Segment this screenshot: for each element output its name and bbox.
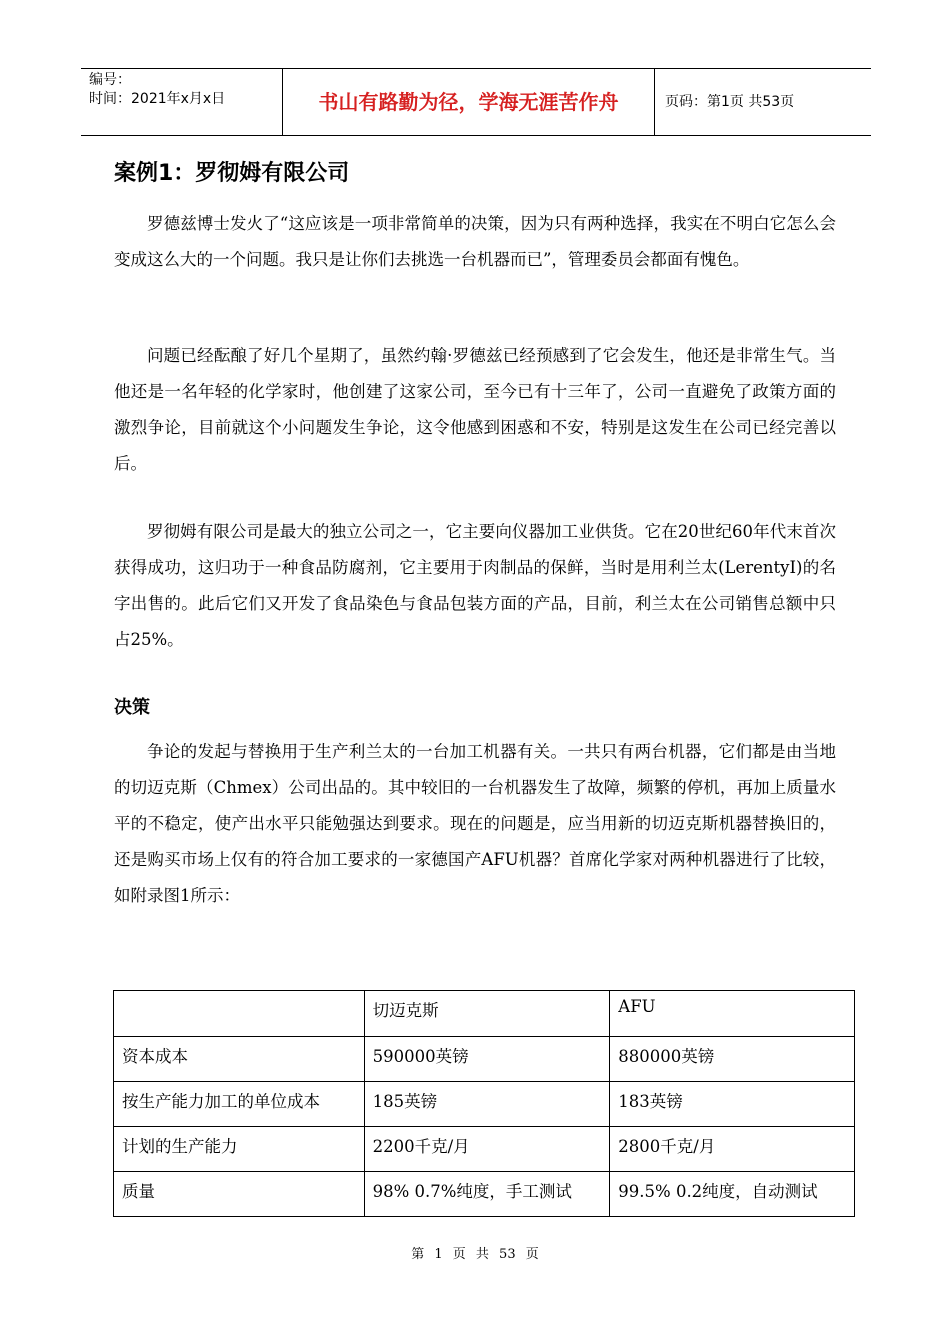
table-row [114, 1082, 855, 1127]
table-cell: 98% 0.7%纯度，手工测试 [364, 1172, 610, 1217]
paragraph-text: 罗彻姆有限公司是最大的独立公司之一，它主要向仪器加工业供货。它在20世纪60年代末首次获得成功，这归功于一种食品防腐剂，它主要用于肉制品的保鲜，当时是用利兰太(LerentyI)的名字出售的。此后它们又开发了食品染色与食品包装方面的产品，目前，利兰太在公司销售总额中只占25%。 [114, 522, 836, 649]
paragraph-text: 罗德兹博士发火了“这应该是一项非常简单的决策，因为只有两种选择，我实在不明白它怎么会变成这么大的一个问题。我只是让你们去挑选一台机器而已”，管理委员会都面有愧色。 [114, 214, 836, 269]
table-row [114, 1172, 855, 1217]
table-cell: 2200千克/月 [364, 1127, 610, 1172]
table-header-cell: AFU [610, 991, 855, 1037]
paragraph [114, 206, 836, 278]
table-cell: 183英镑 [610, 1082, 855, 1127]
case-title: 案例1：罗彻姆有限公司 [114, 161, 350, 186]
table-cell: 590000英镑 [364, 1037, 610, 1082]
table-cell: 计划的生产能力 [114, 1127, 365, 1172]
table-cell: 2800千克/月 [610, 1127, 855, 1172]
paragraph [114, 514, 836, 658]
paragraph [114, 734, 836, 914]
page-footer: 第 1 页 共 53 页 [411, 1247, 539, 1262]
paragraph-text: 问题已经酝酿了好几个星期了，虽然约翰·罗德兹已经预感到了它会发生，他还是非常生气。当他还是一名年轻的化学家时，他创建了这家公司，至今已有十三年了，公司一直避免了政策方面的激烈争论，目前就这个小问题发生争论，这令他感到困惑和不安，特别是这发生在公司已经完善以后。 [114, 346, 836, 473]
header-meta [81, 69, 282, 135]
section-heading: 决策 [114, 697, 150, 718]
header-date: 时间：2021年x月x日 [89, 91, 226, 107]
table-cell: 按生产能力加工的单位成本 [114, 1082, 365, 1127]
paragraph [114, 338, 836, 482]
table-cell: 880000英镑 [610, 1037, 855, 1082]
comparison-table [113, 990, 855, 1217]
table-row [114, 1127, 855, 1172]
header-page-info: 页码：第1页 共53页 [665, 94, 795, 110]
table-header-row [114, 991, 855, 1037]
page-header [81, 68, 871, 136]
header-motto: 书山有路勤为径，学海无涯苦作舟 [282, 69, 655, 135]
table-cell [114, 991, 365, 1037]
paragraph-text: 争论的发起与替换用于生产利兰太的一台加工机器有关。一共只有两台机器，它们都是由当地的切迈克斯（Chmex）公司出品的。其中较旧的一台机器发生了故障，频繁的停机，再加上质量水平的不稳定，使产出水平只能勉强达到要求。现在的问题是，应当用新的切迈克斯机器替换旧的，还是购买市场上仅有的符合加工要求的一家德国产AFU机器？首席化学家对两种机器进行了比较，如附录图1所示： [114, 742, 836, 905]
table-cell: 资本成本 [114, 1037, 365, 1082]
table-cell: 质量 [114, 1172, 365, 1217]
table-row [114, 1037, 855, 1082]
table-cell: 185英镑 [364, 1082, 610, 1127]
table-cell: 99.5% 0.2纯度，自动测试 [610, 1172, 855, 1217]
table-header-cell: 切迈克斯 [364, 991, 610, 1037]
header-number-label: 编号： [89, 72, 131, 88]
